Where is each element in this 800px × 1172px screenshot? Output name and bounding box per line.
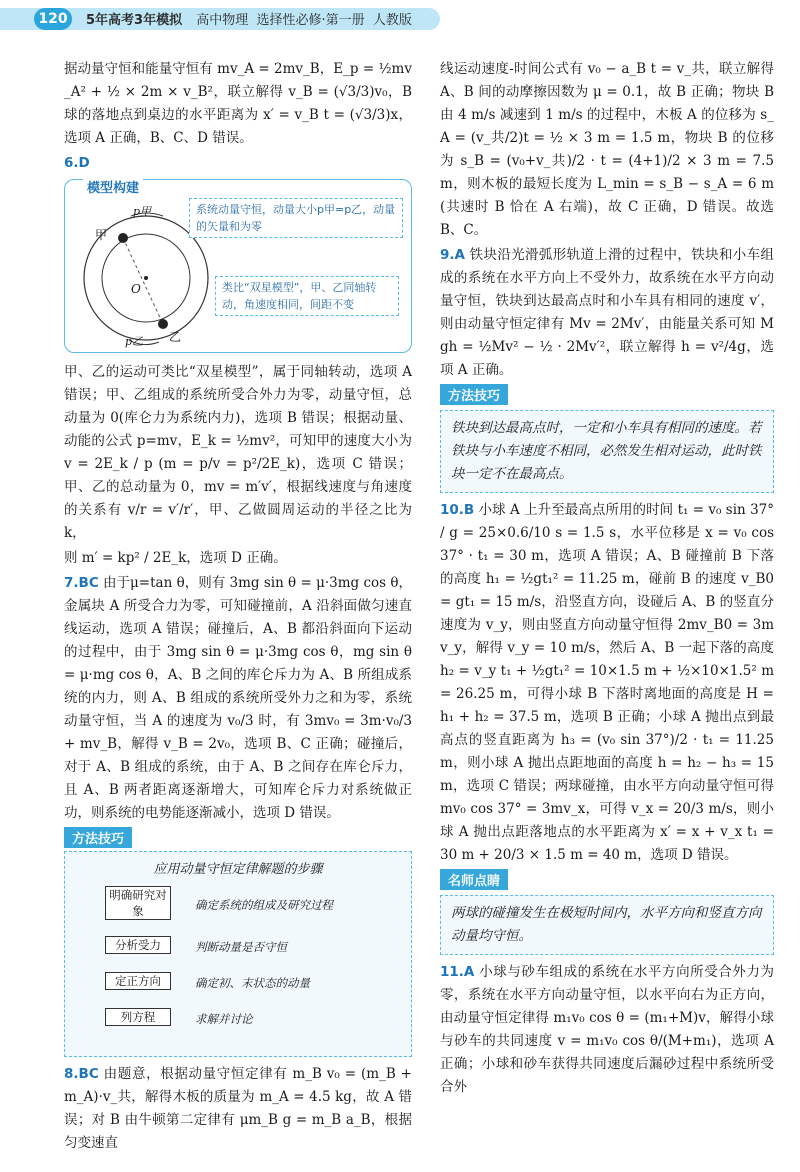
q11-text: 小球与砂车组成的系统在水平方向所受合外力为零，系统在水平方向动量守恒，以水平向右为正方向，由动量守恒定律得 m₁v₀ cos θ = (m₁+M)v，解得小球与砂车的共同速度 v = m₁v₀ cos θ/(M+m₁)，选项 A 正确；小球和砂车获得共同速度后漏砂过程中系统所受合外 — [440, 964, 774, 1095]
q10-number: 10. — [440, 502, 464, 518]
label-O: O — [131, 282, 141, 296]
q7-answer: BC — [78, 575, 99, 591]
series-name: 5年高考3年模拟 — [86, 13, 183, 28]
flow-step-desc: 确定初、末状态的动量 — [195, 976, 310, 990]
label-yi: 乙 — [169, 330, 182, 344]
label-jia: 甲 — [95, 228, 108, 242]
flow-step-desc: 判断动量是否守恒 — [195, 940, 287, 954]
q8-answer: BC — [78, 1066, 99, 1082]
q6-number: 6. — [64, 155, 79, 171]
flow-step-desc: 求解并讨论 — [195, 1012, 253, 1026]
center-point — [144, 276, 148, 280]
label-p-yi: p乙 — [125, 335, 144, 348]
q6-conclusion: 则 m′ = kp² / 2E_k，选项 D 正确。 — [64, 550, 287, 566]
flowchart — [64, 851, 412, 1057]
model-title: 模型构建 — [83, 177, 143, 196]
q5-continuation: 据动量守恒和能量守恒有 mv_A = 2mv_B，E_p = ½mv_A² + ½ × 2m × v_B²，联立解得 v_B = (√3/3)v₀，B 球的落地点到桌边的水平距离为 x′ = v_B t = (√3/3)x，选项 A 正确，B、C、D 错误。 — [64, 61, 412, 146]
q8-number: 8. — [64, 1066, 79, 1082]
q7-number: 7. — [64, 575, 79, 591]
q9-text: 铁块沿光滑弧形轨道上滑的过程中，铁块和小车组成的系统在水平方向上不受外力，故系统在水平方向动量守恒，铁块到达最高点时和小车具有相同的速度 v′，则由动量守恒定律有 Mv = 2Mv′，由能量关系可知 Mgh = ½Mv² − ½ · 2Mv′²，联立解得 h = v²/4g，选项 A 正确。 — [440, 247, 775, 378]
page-number: 120 — [34, 8, 72, 30]
subject: 高中物理 — [196, 13, 249, 28]
header-title — [86, 9, 412, 28]
right-column — [440, 58, 774, 1101]
q9-answer: A — [454, 247, 465, 263]
q7-text: 由于μ=tan θ，则有 3mg sin θ = μ·3mg cos θ，金属块 A 所受合力为零，可知碰撞前，A 沿斜面做匀速直线运动，选项 A 错误；碰撞后，A、B 都沿斜面向下运动的过程中，由于 3mg sin θ = μ·3mg cos θ，mg sin θ = μ·mg cos θ，A、B 之间的库仑斥力为 A、B 所组成系统的内力，则 A、B 组成的系统所受外力之和为零，系统动量守恒，当 A 的速度为 v₀/3 时，有 3mv₀ = 3m·v₀/3 + mv_B，解得 v_B = 2v₀，选项 B、C 正确；碰撞后，对于 A、B 组成的系统，由于 A、B 之间存在库仑斥力，且 A、B 两者距离逐渐增大，可知库仑斥力对系统做正功，则系统的电势能逐渐减小，选项 D 错误。 — [64, 575, 412, 821]
page-header — [0, 0, 800, 36]
q8-text: 由题意，根据动量守恒定律有 m_B v₀ = (m_B + m_A)·v_共，解得木板的质量为 m_A = 4.5 kg，故 A 错误；对 B 由牛顿第二定律有 μm_B g = m_B a_B，根据匀变速直 — [64, 1066, 412, 1151]
q9-number: 9. — [440, 247, 455, 263]
q8-solution — [64, 1063, 412, 1155]
teacher-box: 两球的碰撞发生在极短时间内，水平方向和竖直方向动量均守恒。 — [440, 895, 774, 955]
teacher-title: 名师点睛 — [440, 869, 508, 890]
tip-box: 铁块到达最高点时，一定和小车具有相同的速度。若铁块与小车速度不相同，必然发生相对运动，此时铁块一定不在最高点。 — [440, 410, 774, 493]
q10-solution — [440, 499, 774, 867]
flow-step-box: 定正方向 — [105, 972, 171, 990]
q6-solution: 甲、乙的运动可类比“双星模型”，属于同轴转动，选项 A 错误；甲、乙组成的系统所受合外力为零，动量守恒，总动量为 0(库仑力为系统内力)，选项 B 错误；根据动量、动能的公式 p=mv，E_k = ½mv²，可知甲的速度大小为 v = 2E_k / p (m = p/v = p²/2E_k)，选项 C 错误；甲、乙的总动量为 0，mv = m′v′，根据线速度与角速度的关系有 v/r = v′/r′，甲、乙做圆周运动的半径之比为 k， — [64, 364, 412, 541]
q9-solution — [440, 244, 774, 382]
q6-answer: D — [78, 155, 90, 171]
q11-solution — [440, 961, 774, 1099]
flow-step-box: 分析受力 — [105, 936, 171, 954]
flow-step-box: 明确研究对象 — [105, 886, 171, 920]
q11-answer: A — [463, 964, 475, 980]
q6-heading — [64, 152, 412, 175]
q7-solution — [64, 572, 412, 825]
label-p-jia: p甲 — [133, 205, 152, 218]
q11-number: 11. — [440, 964, 464, 980]
q10-answer: B — [463, 502, 475, 518]
model-box — [64, 179, 412, 353]
method-tips-title: 方法技巧 — [64, 827, 132, 848]
edition: 人教版 — [372, 13, 412, 28]
q10-text: 小球 A 上升至最高点所用的时间 t₁ = v₀ sin 37° / g = 25×0.6/10 s = 1.5 s，水平位移是 x = v₀ cos 37° · t₁ = 30 m，选项 A 错误；A、B 碰撞前 B 下落的高度 h₁ = ½gt₁² = 11.25 m，碰前 B 的速度 v_B0 = gt₁ = 15 m/s，沿竖直方向，设碰后 A、B 的竖直分速度为 v_y，则由竖直方向动量守恒得 2mv_B0 = 3mv_y，解得 v_y = 10 m/s，然后 A、B 一起下落的高度 h₂ = v_y t₁ + ½gt₁² = 10×1.5 m + ½×10×1.5² m = 26.25 m，可得小球 B 下落时离地面的高度是 H = h₁ + h₂ = 37.5 m，选项 B 正确；小球 A 抛出点到最高点的竖直距离为 h₃ = (v₀ sin 37°)/2 · t₁ = 11.25 m，则小球 A 抛出点距地面的高度 h = h₂ − h₃ = 15 m，选项 C 错误；两球碰撞，由水平方向动量守恒可得 mv₀ cos 37° = 3mv_x，可得 v_x = 20/3 m/s，则小球 A 抛出点距落地点的水平距离为 x′ = x + v_x t₁ = 30 m + 20/3 × 1.5 m = 40 m，选项 D 错误。 — [440, 502, 775, 863]
callout-momentum: 系统动量守恒，动量大小p甲=p乙，动量的矢量和为零 — [189, 198, 403, 238]
charge-jia — [118, 233, 128, 243]
charge-yi — [158, 319, 168, 329]
flow-step-box: 列方程 — [105, 1008, 171, 1026]
book-name: 选择性必修·第一册 — [256, 13, 365, 28]
left-column — [64, 58, 412, 1157]
flow-step-desc: 确定系统的组成及研究过程 — [195, 898, 333, 912]
axis-line — [123, 238, 163, 324]
tip-title: 方法技巧 — [440, 384, 508, 405]
callout-double-star: 类比“双星模型”，甲、乙同轴转动，角速度相同，间距不变 — [215, 276, 399, 316]
q8-continuation: 线运动速度-时间公式有 v₀ − a_B t = v_共，联立解得 A、B 间的动摩擦因数为 μ = 0.1，故 B 正确；物块 B 由 4 m/s 减速到 1 m/s 的过程中，木板 A 的位移为 s_A = (v_共/2)t = ½ × 3 m = 1.5 m，物块 B 的位移为 s_B = (v₀+v_共)/2 · t = (4+1)/2 × 3 m = 7.5 m，则木板的最短长度为 L_min = s_B − s_A = 6 m (共速时 B 恰在 A 右端)，故 C 正确，D 错误。故选 B、C。 — [440, 61, 774, 238]
flowchart-title: 应用动量守恒定律解题的步骤 — [153, 862, 323, 877]
